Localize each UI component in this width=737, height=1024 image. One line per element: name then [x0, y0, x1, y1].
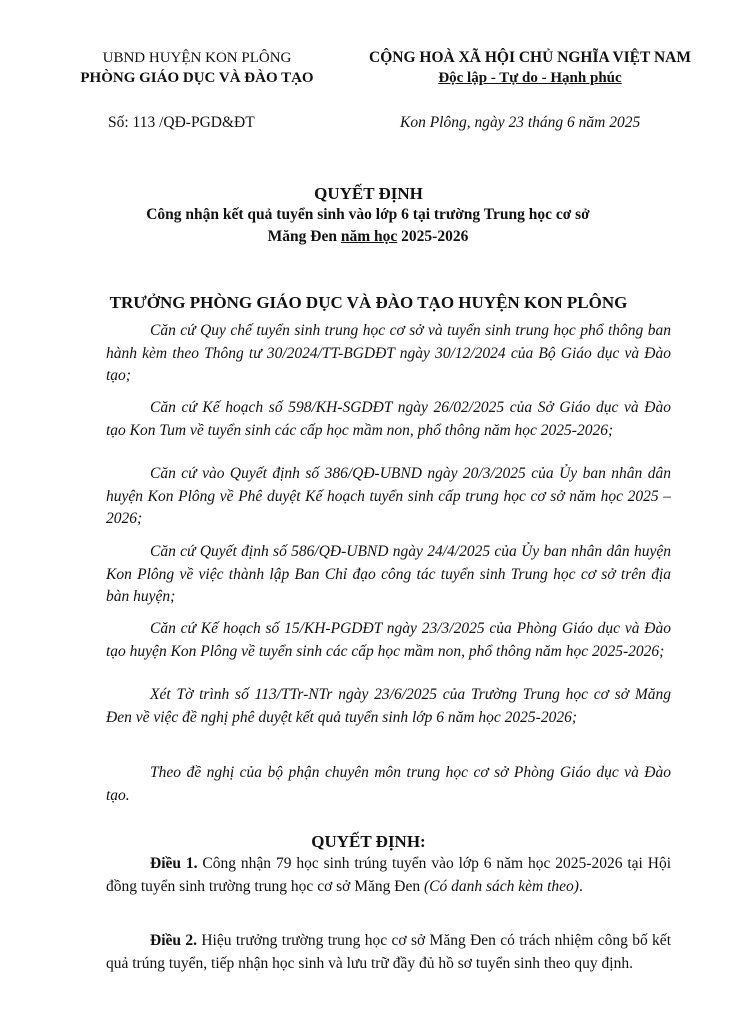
subtitle-line-2 — [118, 226, 618, 248]
document-title: QUYẾT ĐỊNH — [314, 184, 423, 203]
document-date: Kon Plông, ngày 23 tháng 6 năm 2025 — [400, 114, 641, 131]
subtitle-part-c: 2025-2026 — [397, 228, 469, 245]
article-note: (Có danh sách kèm theo) — [423, 877, 579, 895]
article-text: Công nhận 79 học sinh trúng tuyển vào lớp 6 năm học 2025-2026 tại Hội đồng tuyển sinh trường trung học cơ sở Măng Đen — [106, 855, 671, 895]
article-label: Điều 1. — [150, 855, 198, 872]
motto: Độc lập - Tự do - Hạnh phúc — [438, 70, 622, 86]
basis-paragraph: Căn cứ Kế hoạch số 598/KH-SGDĐT ngày 26/02/2025 của Sở Giáo dục và Đào tạo Kon Tum về tuyển sinh các cấp học mầm non, phổ thông năm học 2025-2026; — [106, 399, 671, 439]
country-name: CỘNG HOÀ XÃ HỘI CHỦ NGHĨA VIỆT NAM — [369, 49, 691, 66]
subtitle-line-1: Công nhận kết quả tuyển sinh vào lớp 6 tại trường Trung học cơ sở — [146, 206, 590, 223]
issuing-authority: TRƯỞNG PHÒNG GIÁO DỤC VÀ ĐÀO TẠO HUYỆN KON PLÔNG — [109, 293, 628, 312]
agency-parent: UBND HUYỆN KON PLÔNG — [102, 50, 292, 66]
national-motto — [345, 48, 715, 88]
article-2 — [106, 930, 671, 975]
basis-paragraph: Xét Tờ trình số 113/TTr-NTr ngày 23/6/2025 của Trường Trung học cơ sở Măng Đen về việc đề nghị phê duyệt kết quả tuyển sinh lớp 6 năm học 2025-2026; — [106, 686, 671, 726]
article-1 — [106, 853, 671, 898]
article-label: Điều 2. — [150, 932, 197, 949]
basis-paragraph: Căn cứ Quyết định số 586/QĐ-UBND ngày 24/4/2025 của Ủy ban nhân dân huyện Kon Plông về việc thành lập Ban Chỉ đạo công tác tuyển sinh Trung học cơ sở trên địa bàn huyện; — [106, 543, 671, 605]
basis-paragraph: Căn cứ Quy chế tuyển sinh trung học cơ sở và tuyển sinh trung học phổ thông ban hành kèm theo Thông tư 30/2024/TT-BGDĐT ngày 30/12/2024 của Bộ Giáo dục và Đào tạo; — [106, 322, 671, 384]
subtitle-part-a: Măng Đen — [267, 228, 341, 245]
agency-name: PHÒNG GIÁO DỤC VÀ ĐÀO TẠO — [80, 70, 314, 86]
subtitle-part-b: năm học — [340, 228, 398, 245]
document-subtitle — [118, 204, 618, 248]
article-tail: . — [578, 877, 583, 895]
document-number: Số: 113 /QĐ-PGD&ĐT — [108, 114, 255, 131]
basis-paragraph: Căn cứ vào Quyết định số 386/QĐ-UBND ngày 20/3/2025 của Ủy ban nhân dân huyện Kon Plông về Phê duyệt Kế hoạch tuyển sinh cấp trung học cơ sở năm học 2025 – 2026; — [106, 465, 671, 527]
basis-paragraph: Căn cứ Kế hoạch số 15/KH-PGDĐT ngày 23/3/2025 của Phòng Giáo dục và Đào tạo huyện Kon Plông về tuyển sinh các cấp học mầm non, phổ thông năm học 2025-2026; — [106, 620, 671, 660]
decision-heading: QUYẾT ĐỊNH: — [311, 832, 426, 851]
article-text: Hiệu trưởng trường trung học cơ sở Măng Đen có trách nhiệm công bố kết quả trúng tuyển, tiếp nhận học sinh và lưu trữ đầy đủ hồ sơ tuyển sinh theo quy định. — [106, 932, 671, 972]
issuing-agency — [72, 48, 322, 88]
basis-paragraph: Theo đề nghị của bộ phận chuyên môn trung học cơ sở Phòng Giáo dục và Đào tạo. — [106, 764, 671, 804]
